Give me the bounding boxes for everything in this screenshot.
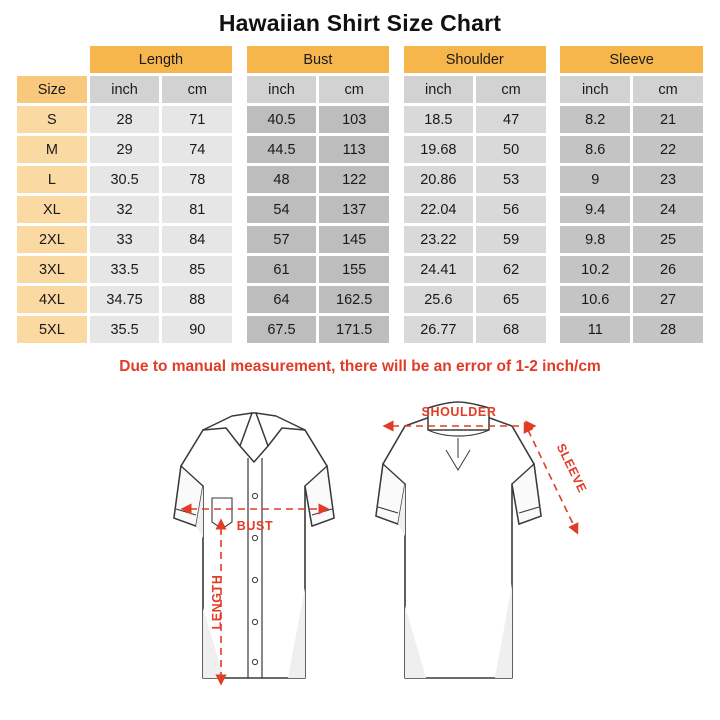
shirt-front-illustration <box>174 413 334 678</box>
cell-shoulder-inch: 20.86 <box>404 166 474 193</box>
cell-length-inch: 34.75 <box>90 286 160 313</box>
size-chart-body <box>17 106 703 343</box>
header-length-inch: inch <box>90 76 160 103</box>
cell-bust-cm: 103 <box>319 106 389 133</box>
length-label: LENGTH <box>210 574 224 630</box>
column-spacer <box>235 46 243 73</box>
cell-length-cm: 84 <box>162 226 232 253</box>
header-shoulder-inch: inch <box>404 76 474 103</box>
cell-length-inch: 30.5 <box>90 166 160 193</box>
table-row <box>17 136 703 163</box>
cell-shoulder-cm: 59 <box>476 226 546 253</box>
cell-shoulder-cm: 47 <box>476 106 546 133</box>
group-header-shoulder: Shoulder <box>404 46 546 73</box>
column-spacer <box>392 196 400 223</box>
column-spacer <box>549 76 557 103</box>
cell-size: L <box>17 166 87 193</box>
group-header-row <box>17 46 703 73</box>
cell-shoulder-inch: 23.22 <box>404 226 474 253</box>
cell-bust-inch: 57 <box>247 226 317 253</box>
column-spacer <box>549 106 557 133</box>
column-spacer <box>392 76 400 103</box>
cell-length-inch: 33.5 <box>90 256 160 283</box>
cell-sleeve-cm: 24 <box>633 196 703 223</box>
page-title: Hawaiian Shirt Size Chart <box>218 10 502 36</box>
cell-bust-cm: 113 <box>319 136 389 163</box>
cell-length-cm: 81 <box>162 196 232 223</box>
cell-length-inch: 29 <box>90 136 160 163</box>
column-spacer <box>235 316 243 343</box>
header-sleeve-cm: cm <box>633 76 703 103</box>
table-row <box>17 196 703 223</box>
column-spacer <box>235 256 243 283</box>
cell-length-inch: 28 <box>90 106 160 133</box>
column-spacer <box>235 106 243 133</box>
header-sleeve-inch: inch <box>560 76 630 103</box>
sleeve-label: SLEEVE <box>553 441 590 496</box>
measurement-note: Due to manual measurement, there will be an error of 1-2 inch/cm <box>119 358 601 375</box>
column-spacer <box>549 136 557 163</box>
cell-bust-cm: 122 <box>319 166 389 193</box>
group-header-spacer <box>17 46 87 73</box>
column-spacer <box>549 46 557 73</box>
column-spacer <box>549 256 557 283</box>
cell-sleeve-cm: 27 <box>633 286 703 313</box>
column-spacer <box>235 196 243 223</box>
header-shoulder-cm: cm <box>476 76 546 103</box>
column-spacer <box>392 256 400 283</box>
cell-bust-inch: 64 <box>247 286 317 313</box>
column-spacer <box>549 166 557 193</box>
column-spacer <box>392 286 400 313</box>
cell-sleeve-cm: 28 <box>633 316 703 343</box>
cell-size: S <box>17 106 87 133</box>
cell-shoulder-inch: 25.6 <box>404 286 474 313</box>
column-spacer <box>392 316 400 343</box>
bust-label: BUST <box>236 519 274 533</box>
group-header-length: Length <box>90 46 232 73</box>
cell-length-cm: 88 <box>162 286 232 313</box>
cell-bust-inch: 54 <box>247 196 317 223</box>
header-bust-cm: cm <box>319 76 389 103</box>
cell-shoulder-cm: 65 <box>476 286 546 313</box>
cell-sleeve-cm: 23 <box>633 166 703 193</box>
cell-size: M <box>17 136 87 163</box>
cell-bust-inch: 61 <box>247 256 317 283</box>
cell-bust-cm: 162.5 <box>319 286 389 313</box>
cell-size: 2XL <box>17 226 87 253</box>
unit-header-row <box>17 76 703 103</box>
cell-size: 3XL <box>17 256 87 283</box>
cell-length-inch: 35.5 <box>90 316 160 343</box>
cell-length-cm: 85 <box>162 256 232 283</box>
cell-sleeve-cm: 22 <box>633 136 703 163</box>
cell-sleeve-cm: 25 <box>633 226 703 253</box>
cell-length-inch: 33 <box>90 226 160 253</box>
shirt-measurement-diagram <box>0 378 720 698</box>
group-header-sleeve: Sleeve <box>560 46 703 73</box>
cell-sleeve-inch: 9.4 <box>560 196 630 223</box>
cell-bust-inch: 44.5 <box>247 136 317 163</box>
header-length-cm: cm <box>162 76 232 103</box>
header-bust-inch: inch <box>247 76 317 103</box>
cell-length-cm: 78 <box>162 166 232 193</box>
cell-sleeve-cm: 26 <box>633 256 703 283</box>
column-spacer <box>392 136 400 163</box>
table-row <box>17 256 703 283</box>
cell-sleeve-inch: 9.8 <box>560 226 630 253</box>
table-row <box>17 106 703 133</box>
column-spacer <box>549 226 557 253</box>
column-spacer <box>392 166 400 193</box>
table-row <box>17 316 703 343</box>
cell-bust-inch: 48 <box>247 166 317 193</box>
cell-sleeve-inch: 9 <box>560 166 630 193</box>
cell-shoulder-inch: 22.04 <box>404 196 474 223</box>
cell-length-cm: 90 <box>162 316 232 343</box>
shoulder-label: SHOULDER <box>421 405 497 419</box>
cell-bust-cm: 171.5 <box>319 316 389 343</box>
cell-bust-cm: 155 <box>319 256 389 283</box>
cell-shoulder-inch: 18.5 <box>404 106 474 133</box>
cell-size: 4XL <box>17 286 87 313</box>
column-spacer <box>235 286 243 313</box>
cell-shoulder-inch: 19.68 <box>404 136 474 163</box>
cell-sleeve-inch: 8.2 <box>560 106 630 133</box>
cell-sleeve-inch: 11 <box>560 316 630 343</box>
group-header-bust: Bust <box>247 46 389 73</box>
cell-bust-inch: 40.5 <box>247 106 317 133</box>
cell-bust-inch: 67.5 <box>247 316 317 343</box>
table-row <box>17 226 703 253</box>
cell-shoulder-inch: 24.41 <box>404 256 474 283</box>
cell-shoulder-cm: 53 <box>476 166 546 193</box>
cell-length-cm: 74 <box>162 136 232 163</box>
cell-sleeve-inch: 8.6 <box>560 136 630 163</box>
column-spacer <box>549 286 557 313</box>
cell-sleeve-inch: 10.2 <box>560 256 630 283</box>
column-spacer <box>235 226 243 253</box>
column-spacer <box>392 46 400 73</box>
size-chart-table <box>14 43 706 346</box>
cell-shoulder-cm: 62 <box>476 256 546 283</box>
column-spacer <box>235 76 243 103</box>
cell-sleeve-inch: 10.6 <box>560 286 630 313</box>
cell-shoulder-cm: 50 <box>476 136 546 163</box>
cell-shoulder-inch: 26.77 <box>404 316 474 343</box>
cell-bust-cm: 145 <box>319 226 389 253</box>
cell-size: 5XL <box>17 316 87 343</box>
table-row <box>17 166 703 193</box>
cell-length-cm: 71 <box>162 106 232 133</box>
cell-bust-cm: 137 <box>319 196 389 223</box>
cell-size: XL <box>17 196 87 223</box>
header-size: Size <box>17 76 87 103</box>
column-spacer <box>392 226 400 253</box>
cell-sleeve-cm: 21 <box>633 106 703 133</box>
cell-shoulder-cm: 68 <box>476 316 546 343</box>
cell-shoulder-cm: 56 <box>476 196 546 223</box>
shirt-back-illustration <box>376 402 541 678</box>
column-spacer <box>549 316 557 343</box>
column-spacer <box>549 196 557 223</box>
size-chart-container <box>0 43 720 346</box>
column-spacer <box>392 106 400 133</box>
table-row <box>17 286 703 313</box>
column-spacer <box>235 166 243 193</box>
column-spacer <box>235 136 243 163</box>
cell-length-inch: 32 <box>90 196 160 223</box>
